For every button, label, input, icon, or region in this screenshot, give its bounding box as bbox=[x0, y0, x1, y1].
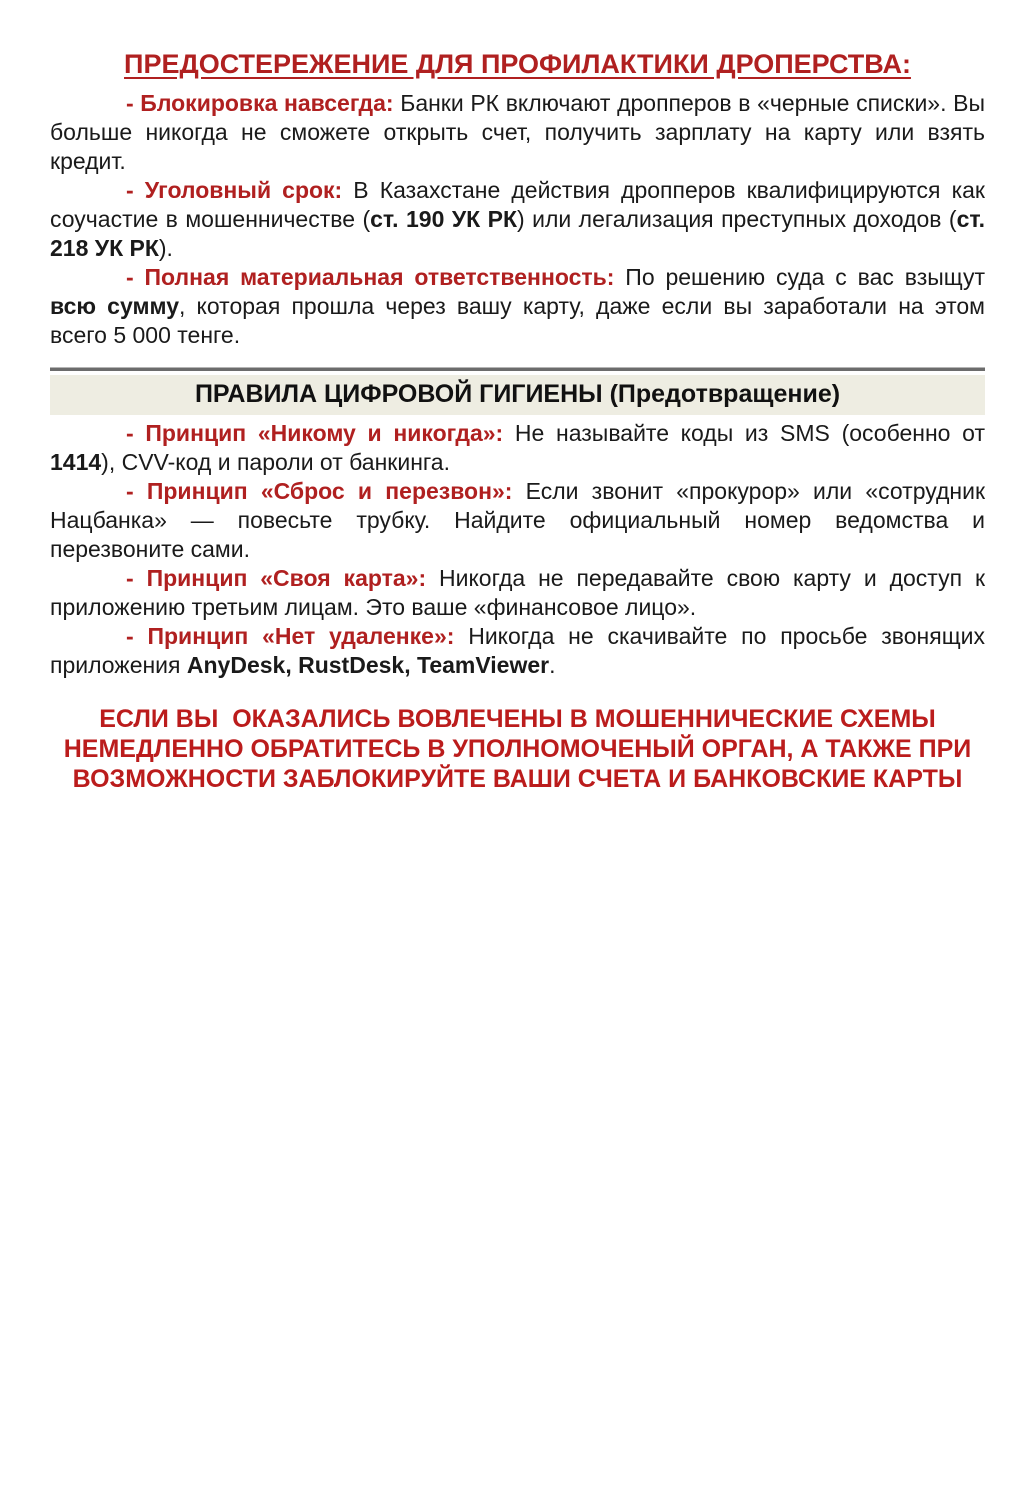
paragraph-lead: - Принцип «Никому и никогда»: bbox=[126, 420, 515, 446]
rules-paragraphs-section bbox=[50, 419, 985, 680]
paragraph bbox=[50, 176, 985, 263]
paragraph-text: , которая прошла через вашу карту, даже если вы заработали на этом всего 5 000 тенге. bbox=[50, 293, 985, 348]
paragraph-lead: - Полная материальная ответственность: bbox=[126, 264, 626, 290]
paragraph bbox=[50, 89, 985, 176]
paragraph bbox=[50, 477, 985, 564]
paragraph bbox=[50, 419, 985, 477]
warning-footer bbox=[50, 704, 985, 794]
paragraph-text: ) или легализация преступных доходов ( bbox=[517, 206, 957, 232]
paragraph-text: Банки РК включают дропперов в «черные списки». Вы больше никогда не сможете открыть счет, получить зарплату на карту или взять кредит. bbox=[50, 90, 985, 174]
warning-footer-line: НЕМЕДЛЕННО ОБРАТИТЕСЬ В УПОЛНОМОЧЕНЫЙ ОРГАН, А ТАКЖЕ ПРИ bbox=[63, 735, 972, 763]
warning-footer-line: ЕСЛИ ВЫ ОКАЗАЛИСЬ ВОВЛЕЧЕНЫ В МОШЕННИЧЕСКИЕ СХЕМЫ bbox=[99, 705, 936, 733]
paragraph bbox=[50, 622, 985, 680]
paragraph-text: ст. 190 УК РК bbox=[370, 206, 517, 232]
paragraph bbox=[50, 564, 985, 622]
paragraph-text: ), CVV-код и пароли от банкинга. bbox=[101, 449, 450, 475]
paragraph-text: Не называйте коды из SMS (особенно от bbox=[514, 420, 985, 446]
paragraph-text: . bbox=[549, 652, 556, 678]
warning-paragraphs-section bbox=[50, 89, 985, 350]
paragraph-text: В Казахстане действия дропперов квалифицируются как соучастие в мошенничестве ( bbox=[50, 177, 985, 232]
section-title: ПРАВИЛА ЦИФРОВОЙ ГИГИЕНЫ (Предотвращение) bbox=[50, 375, 985, 415]
paragraph-text: ). bbox=[158, 235, 173, 261]
paragraph bbox=[50, 263, 985, 350]
section-header bbox=[50, 367, 985, 415]
paragraph-text: Если звонит «прокурор» или «сотрудник Нацбанка» — повесьте трубку. Найдите официальный номер ведомства и перезвоните сами. bbox=[50, 478, 986, 562]
paragraph-lead: - Принцип «Своя карта»: bbox=[126, 565, 440, 591]
paragraph-text: AnyDesk, RustDesk, TeamViewer bbox=[186, 652, 550, 678]
paragraph-text: По решению суда с вас взыщут bbox=[625, 264, 985, 290]
paragraph-text: всю сумму bbox=[50, 293, 179, 319]
paragraph-lead: - Уголовный срок: bbox=[126, 177, 354, 203]
paragraph-lead: - Блокировка навсегда: bbox=[126, 90, 401, 116]
paragraph-text: ст. 218 УК РК bbox=[50, 206, 985, 261]
warning-footer-line: ВОЗМОЖНОСТИ ЗАБЛОКИРУЙТЕ ВАШИ СЧЕТА И БАНКОВСКИЕ КАРТЫ bbox=[72, 765, 963, 793]
page-title: ПРЕДОСТЕРЕЖЕНИЕ ДЛЯ ПРОФИЛАКТИКИ ДРОПЕРСТВА: bbox=[124, 49, 911, 79]
horizontal-rule bbox=[50, 367, 985, 371]
paragraph-text: Никогда не скачивайте по просьбе звонящих приложения bbox=[50, 623, 985, 678]
paragraph-text: 1414 bbox=[50, 449, 102, 475]
paragraph-text: Никогда не передавайте свою карту и доступ к приложению третьим лицам. Это ваше «финансовое лицо». bbox=[50, 565, 986, 620]
paragraph-lead: - Принцип «Сброс и перезвон»: bbox=[126, 478, 526, 504]
paragraph-lead: - Принцип «Нет удаленке»: bbox=[126, 623, 469, 649]
